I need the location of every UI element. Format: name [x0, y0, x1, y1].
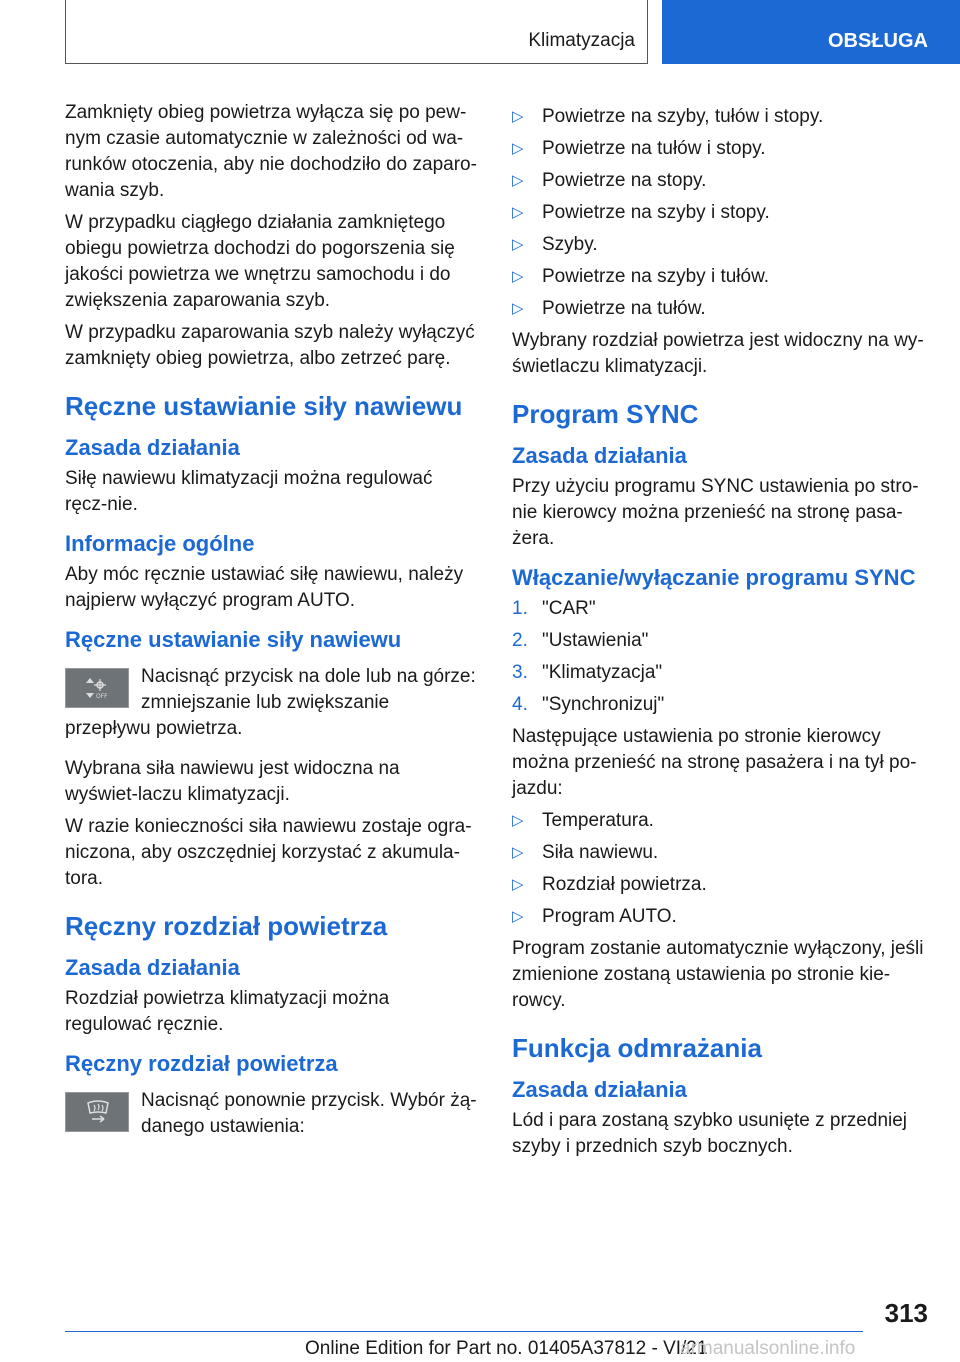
svg-text:OFF: OFF	[96, 693, 108, 700]
subheading: Ręczny rozdział powietrza	[65, 1051, 338, 1076]
subheading: Informacje ogólne	[65, 531, 255, 556]
distribution-options	[512, 104, 924, 322]
heading-defrost: Funkcja odmrażania	[512, 1033, 762, 1063]
triangle-right-icon: ▷	[512, 268, 524, 285]
paragraph: Wybrany rozdział powietrza jest widoczny na wy-świetlaczu klimatyzacji.	[512, 330, 924, 377]
list-item: ▷ Powietrze na tułów.	[512, 296, 924, 322]
distribution-instruction	[65, 1088, 477, 1140]
watermark: armanualsonline.info	[680, 1338, 856, 1359]
fan-instruction	[65, 664, 477, 742]
list-item: ▷ Rozdział powietrza.	[512, 872, 924, 898]
list-item: ▷ Program AUTO.	[512, 904, 924, 930]
step-item: 2. "Ustawienia"	[512, 630, 649, 651]
heading-sync: Program SYNC	[512, 399, 699, 429]
subheading: Zasada działania	[65, 955, 240, 980]
heading-distribution: Ręczny rozdział powietrza	[65, 911, 388, 941]
list-item: ▷ Powietrze na szyby i tułów.	[512, 264, 924, 290]
sync-items	[512, 808, 924, 930]
list-item: ▷ Powietrze na szyby i stopy.	[512, 200, 924, 226]
subheading: Włączanie/wyłączanie programu SYNC	[512, 565, 916, 590]
list-item: ▷ Powietrze na szyby, tułów i stopy.	[512, 104, 924, 130]
triangle-right-icon: ▷	[512, 812, 524, 829]
paragraph: W przypadku ciągłego działania zamkniętego obiegu powietrza dochodzi do pogorszenia się jakości powietrza we wnętrzu samochodu i do zwiększenia zaparowania szyb.	[65, 212, 455, 311]
footer-divider	[65, 1331, 863, 1332]
paragraph: Przy użyciu programu SYNC ustawienia po stro-nie kierowcy można przenieść na stronę pasa-żera.	[512, 476, 919, 549]
step-item: 1. "CAR"	[512, 598, 596, 619]
subheading: Ręczne ustawianie siły nawiewu	[65, 627, 402, 652]
heading-fan: Ręczne ustawianie siły nawiewu	[65, 391, 463, 421]
paragraph: Program zostanie automatycznie wyłączony, jeśli zmienione zostaną ustawienia po stronie kie-rowcy.	[512, 938, 924, 1011]
step-item: 4. "Synchronizuj"	[512, 694, 665, 715]
instruction-text: Nacisnąć przycisk na dole lub na górze: zmniejszanie lub zwiększanie przepływu powietrza.	[65, 666, 476, 739]
subheading: Zasada działania	[65, 435, 240, 460]
subheading: Zasada działania	[512, 1077, 687, 1102]
triangle-right-icon: ▷	[512, 108, 524, 125]
paragraph: Aby móc ręcznie ustawiać siłę nawiewu, należy najpierw wyłączyć program AUTO.	[65, 564, 464, 611]
section-title: Klimatyzacja	[528, 30, 635, 51]
sync-steps	[512, 596, 924, 718]
footer-edition: Online Edition for Part no. 01405A37812 - VI/21	[305, 1338, 708, 1359]
paragraph: W razie konieczności siła nawiewu zostaje ogra-niczona, aby oszczędniej korzystać z akumula-tora.	[65, 816, 472, 889]
triangle-right-icon: ▷	[512, 140, 524, 157]
paragraph: W przypadku zaparowania szyb należy wyłączyć zamknięty obieg powietrza, albo zetrzeć parę.	[65, 322, 475, 369]
list-item: ▷ Powietrze na tułów i stopy.	[512, 136, 924, 162]
triangle-right-icon: ▷	[512, 204, 524, 221]
paragraph: Siłę nawiewu klimatyzacji można regulować ręcz-nie.	[65, 468, 433, 515]
page-number: 313	[884, 1298, 928, 1328]
triangle-right-icon: ▷	[512, 236, 524, 253]
triangle-right-icon: ▷	[512, 876, 524, 893]
header-frame	[65, 0, 648, 64]
triangle-right-icon: ▷	[512, 908, 524, 925]
instruction-text: Nacisnąć ponownie przycisk. Wybór żą-danego ustawienia:	[141, 1090, 477, 1137]
triangle-right-icon: ▷	[512, 172, 524, 189]
paragraph: Zamknięty obieg powietrza wyłącza się po pew-nym czasie automatycznie w zależności od wa-runków otoczenia, aby nie dochodziło do zaparo-wania szyb.	[65, 102, 477, 201]
section-tab-obsluga[interactable]: OBSŁUGA	[662, 0, 960, 64]
air-distribution-button-icon	[65, 1092, 129, 1132]
left-column	[65, 100, 477, 1154]
subheading: Zasada działania	[512, 443, 687, 468]
list-item: ▷ Szyby.	[512, 232, 924, 258]
paragraph: Wybrana siła nawiewu jest widoczna na wyświet-laczu klimatyzacji.	[65, 758, 400, 805]
paragraph: Następujące ustawienia po stronie kierowcy można przenieść na stronę pasażera i na tył po-jazdu:	[512, 726, 917, 799]
triangle-right-icon: ▷	[512, 844, 524, 861]
paragraph: Lód i para zostaną szybko usunięte z przedniej szyby i przednich szyb bocznych.	[512, 1110, 908, 1157]
triangle-right-icon: ▷	[512, 300, 524, 317]
right-column	[512, 100, 924, 1166]
list-item: ▷ Siła nawiewu.	[512, 840, 924, 866]
list-item: ▷ Powietrze na stopy.	[512, 168, 924, 194]
list-item: ▷ Temperatura.	[512, 808, 924, 834]
step-item: 3. "Klimatyzacja"	[512, 662, 663, 683]
fan-off-button-icon	[65, 668, 129, 708]
paragraph: Rozdział powietrza klimatyzacji można regulować ręcznie.	[65, 988, 390, 1035]
